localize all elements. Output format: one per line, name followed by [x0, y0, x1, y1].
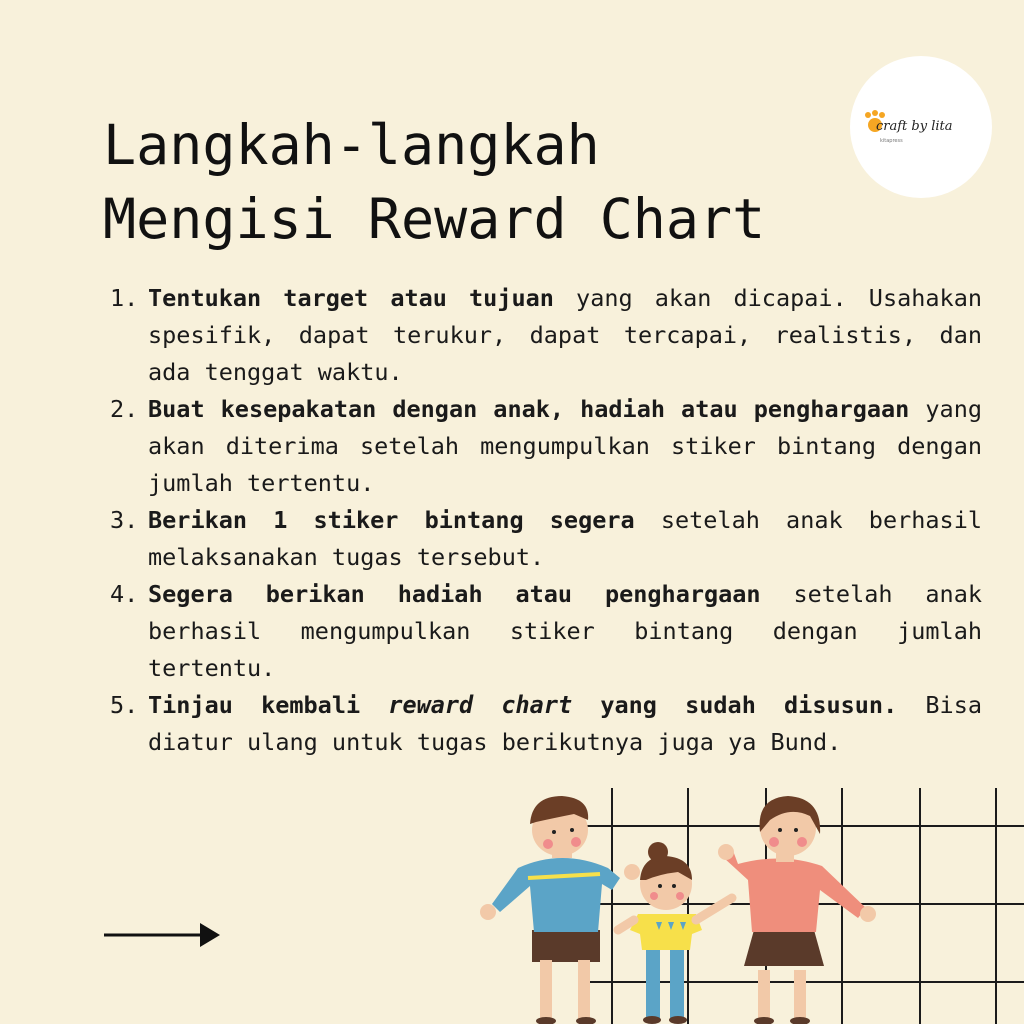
step-text [148, 280, 982, 391]
page-title [103, 108, 765, 256]
family-illustration [470, 780, 1024, 1024]
mom-figure [718, 796, 876, 1024]
logo-text: craft by lita [876, 119, 953, 134]
step-number: 3. [110, 506, 139, 534]
boy-figure [480, 796, 640, 1024]
title-line-2: Mengisi Reward Chart [103, 187, 766, 251]
logo-subtext: kitapress [880, 138, 903, 144]
step-number: 1. [110, 284, 139, 312]
list-item [110, 502, 982, 576]
step-text [148, 502, 982, 576]
step-emphasis: Berikan 1 stiker bintang segera [148, 506, 635, 534]
list-item [110, 576, 982, 687]
step-number: 5. [110, 691, 139, 719]
step-emphasis: Buat kesepakatan dengan anak, hadiah atau penghargaan [148, 395, 910, 423]
step-emphasis: Segera berikan hadiah atau penghargaan [148, 580, 761, 608]
list-item [110, 391, 982, 502]
step-text [148, 687, 982, 761]
list-item [110, 687, 982, 761]
step-number: 4. [110, 580, 139, 608]
right-arrow-icon [104, 920, 222, 950]
step-text [148, 576, 982, 687]
step-detail: setelah anak berhasil melaksanakan tugas tersebut. [148, 506, 982, 571]
steps-list [110, 280, 982, 761]
step-detail: Bisa diatur ulang untuk tugas berikutnya juga ya Bund. [148, 691, 982, 756]
step-emphasis-italic: reward chart [388, 691, 573, 719]
step-emphasis: Tinjau kembali [148, 691, 389, 719]
step-emphasis: Tentukan target atau tujuan [148, 284, 554, 312]
step-text [148, 391, 982, 502]
list-item [110, 280, 982, 391]
step-emphasis: yang sudah disusun. [572, 691, 898, 719]
title-line-1: Langkah-langkah [103, 113, 600, 177]
step-detail: yang akan diterima setelah mengumpulkan stiker bintang dengan jumlah tertentu. [148, 395, 982, 497]
step-detail: setelah anak berhasil mengumpulkan stiker bintang dengan jumlah tertentu. [148, 580, 982, 682]
step-detail: yang akan dicapai. Usahakan spesifik, dapat terukur, dapat tercapai, realistis, dan ada tenggat waktu. [148, 284, 982, 386]
step-number: 2. [110, 395, 139, 423]
